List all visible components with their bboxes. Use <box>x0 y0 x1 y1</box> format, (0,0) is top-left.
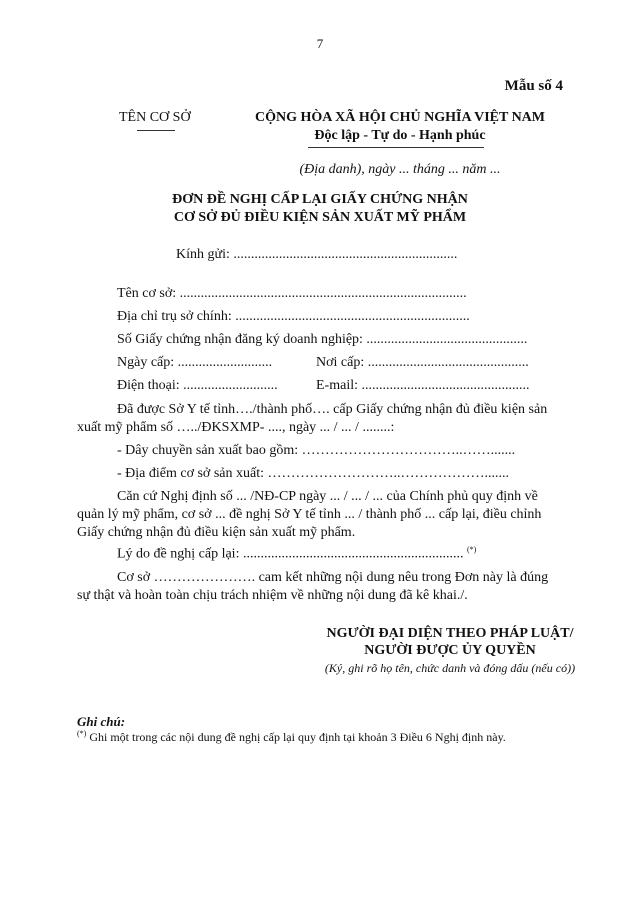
org-label: TÊN CƠ SỞ <box>119 110 191 125</box>
reason-footnote-mark: (*) <box>466 545 477 554</box>
note-title: Ghi chú: <box>77 714 126 729</box>
note-body: Ghi một trong các nội dung đề nghị cấp lại quy định tại khoản 3 Điều 6 Nghị định này. <box>86 730 506 744</box>
field-dien-thoai: Điện thoại: ........................... <box>117 378 278 393</box>
document-title-line2: CƠ SỞ ĐỦ ĐIỀU KIỆN SẢN XUẤT MỸ PHẨM <box>173 210 467 225</box>
paragraph-2-line-3: Giấy chứng nhận đủ điều kiện sản xuất mỹ phẩm. <box>77 525 356 540</box>
paragraph-2-line-2: quản lý mỹ phẩm, cơ sở ... đề nghị Sở Y tế tỉnh ... / thành phố ... cấp lại, điều chỉnh <box>77 507 542 522</box>
production-site-item: - Địa điểm cơ sở sản xuất: ………………………..………………....... <box>117 466 509 481</box>
note-text <box>77 729 506 745</box>
field-email: E-mail: ................................................ <box>316 378 530 393</box>
paragraph-1-line-2: xuất mỹ phẩm số …../ĐKSXMP- ...., ngày ... / ... / ........: <box>77 420 395 435</box>
signature-title-line1: NGƯỜI ĐẠI DIỆN THEO PHÁP LUẬT/ <box>326 626 574 641</box>
dateline: (Địa danh), ngày ... tháng ... năm ... <box>299 162 501 177</box>
field-ten-co-so: Tên cơ sở: .................................................................................. <box>117 286 467 301</box>
addressee: Kính gửi: ................................................................ <box>176 247 458 262</box>
paragraph-3-line-1: Cơ sở …………………. cam kết những nội dung nêu trong Đơn này là đúng <box>117 570 549 585</box>
field-noi-cap: Nơi cấp: .............................................. <box>316 355 529 370</box>
field-dia-chi: Địa chỉ trụ sở chính: ................................................................... <box>117 309 470 324</box>
motto: Độc lập - Tự do - Hạnh phúc <box>314 128 486 143</box>
page-number: 7 <box>316 36 324 51</box>
paragraph-3-line-2: sự thật và hoàn toàn chịu trách nhiệm về những nội dung đã kê khai./. <box>77 588 468 603</box>
paragraph-1-line-1: Đã được Sở Y tế tỉnh…./thành phố…. cấp Giấy chứng nhận đủ điều kiện sản <box>117 402 548 417</box>
document-title-line1: ĐƠN ĐỀ NGHỊ CẤP LẠI GIẤY CHỨNG NHẬN <box>172 192 468 207</box>
reason-text: Lý do đề nghị cấp lại: ............................................................... <box>117 546 464 562</box>
motto-underline <box>308 147 484 148</box>
field-so-giay: Số Giấy chứng nhận đăng ký doanh nghiệp: .............................................. <box>117 332 528 347</box>
reason-line <box>117 545 476 563</box>
signature-title-line2: NGƯỜI ĐƯỢC ỦY QUYỀN <box>364 643 536 658</box>
signature-instruction: (Ký, ghi rõ họ tên, chức danh và đóng dấu (nếu có)) <box>324 661 576 675</box>
nation-heading: CỘNG HÒA XÃ HỘI CHỦ NGHĨA VIỆT NAM <box>254 110 545 125</box>
form-number: Mẫu số 4 <box>504 78 563 94</box>
paragraph-2-line-1: Căn cứ Nghị định số ... /NĐ-CP ngày ... / ... / ... của Chính phủ quy định về <box>117 489 538 504</box>
production-line-item: - Dây chuyền sản xuất bao gồm: ……………………………..……....... <box>117 443 516 458</box>
field-ngay-cap: Ngày cấp: ........................... <box>117 355 273 370</box>
org-underline <box>137 130 175 131</box>
note-footnote-mark: (*) <box>77 729 87 738</box>
